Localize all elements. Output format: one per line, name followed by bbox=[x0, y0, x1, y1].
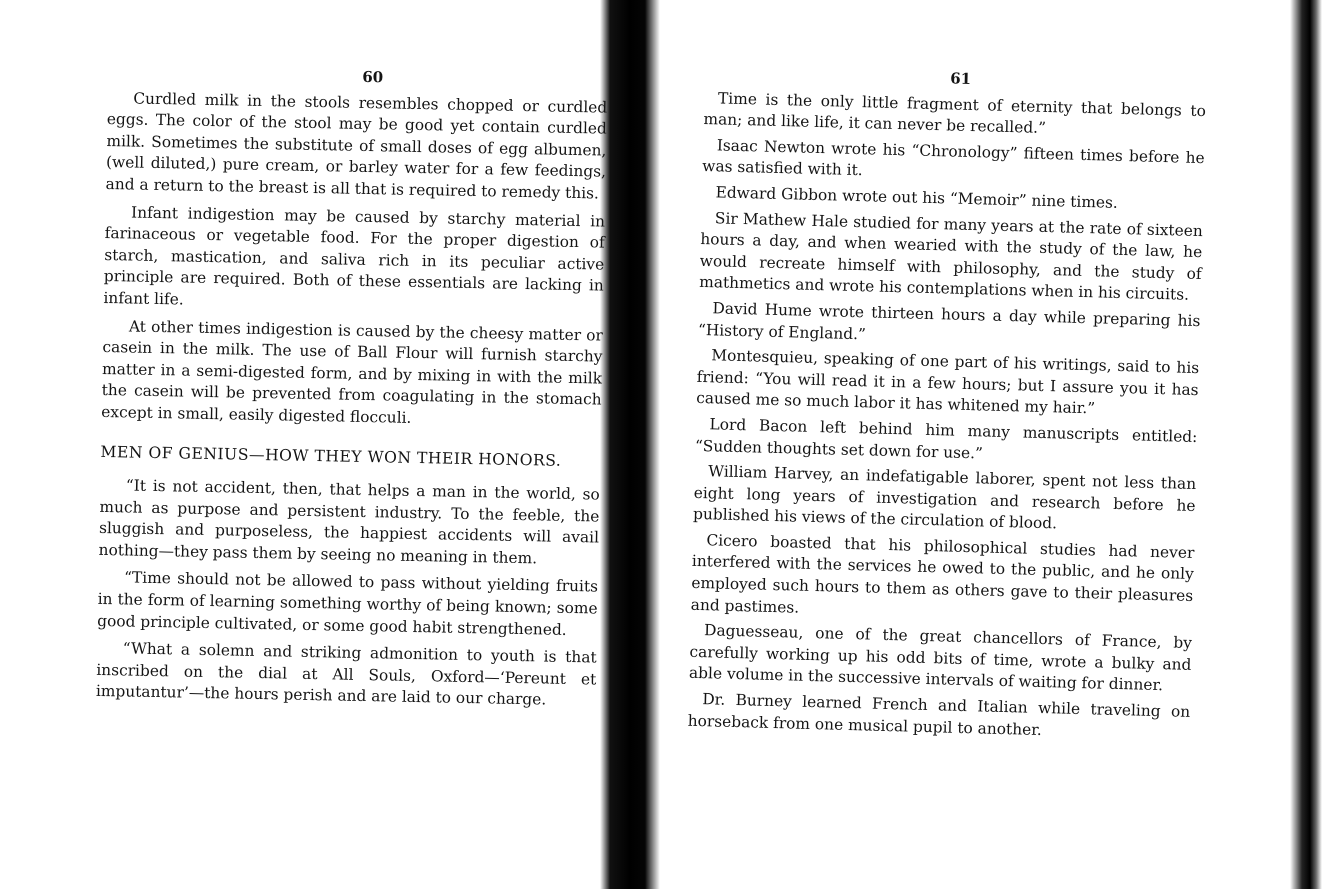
page-number: 61 bbox=[949, 69, 972, 88]
paragraph: “What a solemn and striking admonition to youth is that inscribed on the dial at All Souls, Oxford—‘Pereunt et imputantur’—the hours perish and are laid to our charge. bbox=[95, 639, 597, 709]
paragraph: Curdled milk in the stools resembles chopped or curdled eggs. The color of the stool may be good yet contain curdled milk. Sometimes the substitute of small doses of egg albumen, (well diluted,) pure cream, or barley water for a few feedings, and a return to the breast is all that is required to remedy this. bbox=[105, 89, 608, 203]
paragraph: William Harvey, an indefatigable laborer, spent not less than eight long years of investigation and research before he published his views of the circulation of blood. bbox=[692, 462, 1197, 533]
book-gutter-shadow bbox=[600, 0, 660, 889]
paragraph: Cicero boasted that his philosophical studies had never interfered with the services he owed to the public, and he only employed such hours to them as others gave to their pleasures and pastimes. bbox=[690, 531, 1195, 617]
paragraph: Edward Gibbon wrote out his “Memoir” nine times. bbox=[715, 183, 1119, 212]
paragraph: Infant indigestion may be caused by starchy material in farinaceous or vegetable food. For the proper digestion of starch, mastication, and saliva rich in its peculiar active principle are required. Both of these essentials are lacking in infant life. bbox=[103, 203, 606, 309]
left-page bbox=[96, 62, 608, 719]
paragraph: Isaac Newton wrote his “Chronology” fifteen times before he was satisfied with it. bbox=[702, 136, 1205, 180]
right-page bbox=[687, 62, 1206, 749]
paragraph: Dr. Burney learned French and Italian while traveling on horseback from one musical pupil to another. bbox=[687, 690, 1191, 739]
section-heading: MEN OF GENIUS—HOW THEY WON THEIR HONORS. bbox=[100, 442, 562, 470]
paragraph: Daguesseau, one of the great chancellors of France, by carefully working up his odd bits of time, wrote a bulky and able volume in the successive intervals of waiting for dinner. bbox=[688, 621, 1193, 695]
paragraph: “It is not accident, then, that helps a man in the world, so much as purpose and persistent industry. To the feeble, the sluggish and purposeless, the happiest accidents will avail nothing—they pass them by seeing no meaning in them. bbox=[98, 476, 600, 568]
page-number: 60 bbox=[362, 67, 384, 87]
paragraph: Montesquieu, speaking of one part of his writings, said to his friend: “You will read it in a few hours; but I assure you it has caused me so much labor it has whitened my hair.” bbox=[695, 346, 1200, 418]
paragraph: “Time should not be allowed to pass without yielding fruits in the form of learning something worthy of being known; some good principle cultivated, or some good habit strengthened. bbox=[97, 568, 599, 639]
continued-paragraph: Time is the only little fragment of eternity that belongs to man; and like life, it can never be recalled.” bbox=[703, 88, 1207, 138]
paragraph: At other times indigestion is caused by the cheesy matter or casein in the milk. The use of Ball Flour will furnish starchy matter in a semi-digested form, and by mixing in with the milk the casein will be prevented from coagulating in the stomach except in small, easily digested flocculi. bbox=[101, 316, 604, 427]
paragraph: Sir Mathew Hale studied for many years at the rate of sixteen hours a day, and when wearied with the study of the law, he would recreate himself with philosophy, and the study of mathmetics and wrote his contemplations when in his circuits. bbox=[698, 208, 1203, 305]
page-edge-shadow bbox=[1250, 0, 1322, 889]
paragraph: David Hume wrote thirteen hours a day while preparing his “History of England.” bbox=[697, 299, 1201, 343]
paragraph: Lord Bacon left behind him many manuscripts entitled: “Sudden thoughts set down for use.” bbox=[694, 415, 1198, 462]
